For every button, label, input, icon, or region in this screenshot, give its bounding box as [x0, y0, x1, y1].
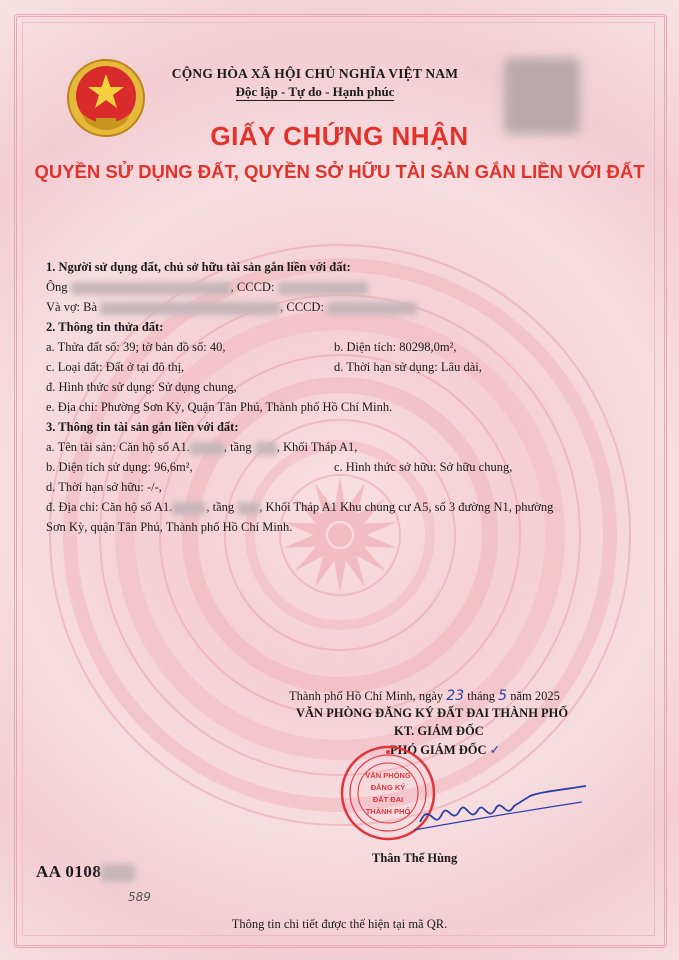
section-1-heading: 1. Người sử dụng đất, chủ sở hữu tài sản gắn liền với đất: — [46, 260, 351, 274]
issue-day: 23 — [446, 688, 465, 704]
floor-redacted — [255, 442, 277, 455]
national-motto: Độc lập - Tự do - Hạnh phúc — [235, 84, 395, 99]
certificate-subtitle: QUYỀN SỬ DỤNG ĐẤT, QUYỀN SỞ HỮU TÀI SẢN GẮN LIỀN VỚI ĐẤT — [34, 161, 645, 182]
parcel-area: b. Diện tích: 80298,0m², — [334, 340, 457, 354]
asset-address-line2: Sơn Kỳ, quận Tân Phú, Thành phố Hồ Chí Minh. — [46, 520, 293, 534]
on-behalf-label: KT. GIÁM ĐỐC — [394, 724, 484, 738]
parcel-number: a. Thửa đất số: 39; tờ bản đồ số: 40, — [46, 340, 226, 354]
ownership-term: d. Thời hạn sở hữu: -/-, — [46, 480, 162, 494]
handwritten-note: 589 — [128, 890, 151, 904]
signer-name: Thân Thế Hùng — [372, 851, 458, 865]
land-use-term: d. Thời hạn sử dụng: Lâu dài, — [334, 360, 482, 374]
section-2-heading: 2. Thông tin thửa đất: — [46, 320, 164, 334]
asset-name: a. Tên tài sản: Căn hộ số A1. , tầng , Khối Tháp A1, — [46, 440, 358, 454]
issue-date: Thành phố Hồ Chí Minh, ngày 23 tháng 5 năm 2025 — [289, 688, 560, 704]
apartment-no-redacted — [172, 502, 206, 515]
land-type: c. Loại đất: Đất ở tại đô thị, — [46, 360, 185, 374]
spouse-name-redacted — [100, 302, 280, 315]
floor-redacted — [237, 502, 259, 515]
usable-area: b. Diện tích sử dụng: 96,6m², — [46, 460, 193, 474]
land-use-form: đ. Hình thức sử dụng: Sử dụng chung, — [46, 380, 237, 394]
owner-line: Ông , CCCD: — [46, 280, 368, 295]
issue-month: 5 — [498, 688, 508, 704]
parcel-address: e. Địa chỉ: Phường Sơn Kỳ, Quận Tân Phú, Thành phố Hồ Chí Minh. — [46, 400, 393, 414]
qr-footer-note: Thông tin chi tiết được thể hiện tại mã QR. — [231, 917, 448, 931]
apartment-no-redacted — [190, 442, 224, 455]
ownership-form: c. Hình thức sở hữu: Sở hữu chung, — [334, 460, 513, 474]
signer-position: PHÓ GIÁM ĐỐC ✓ — [390, 743, 501, 757]
spouse-line: Và vợ: Bà , CCCD: — [46, 300, 417, 315]
issuing-office: VĂN PHÒNG ĐĂNG KÝ ĐẤT ĐAI THÀNH PHỐ — [296, 706, 569, 720]
country-name: CỘNG HÒA XÃ HỘI CHỦ NGHĨA VIỆT NAM — [171, 66, 459, 81]
serial-number: AA 0108 — [36, 862, 135, 882]
section-3-heading: 3. Thông tin tài sản gắn liền với đất: — [46, 420, 239, 434]
asset-address: đ. Địa chỉ: Căn hộ số A1. , tầng , Khối Tháp A1 Khu chung cư A5, số 3 đường N1, phường — [46, 500, 554, 514]
owner-name-redacted — [71, 282, 231, 295]
serial-redacted — [101, 864, 135, 882]
owner-id-redacted — [278, 282, 368, 295]
signature-icon — [410, 780, 590, 850]
certificate-title: GIẤY CHỨNG NHẬN — [210, 121, 469, 151]
stamp-text-3: ĐẤT ĐAI — [372, 795, 404, 804]
check-mark-icon: ✓ — [489, 743, 501, 757]
stamp-text-2: ĐĂNG KÝ — [370, 783, 406, 792]
stamp-text-1: VĂN PHÒNG — [365, 771, 411, 780]
stamp-text-4: THÀNH PHỐ — [365, 807, 411, 816]
spouse-id-redacted — [327, 302, 417, 315]
